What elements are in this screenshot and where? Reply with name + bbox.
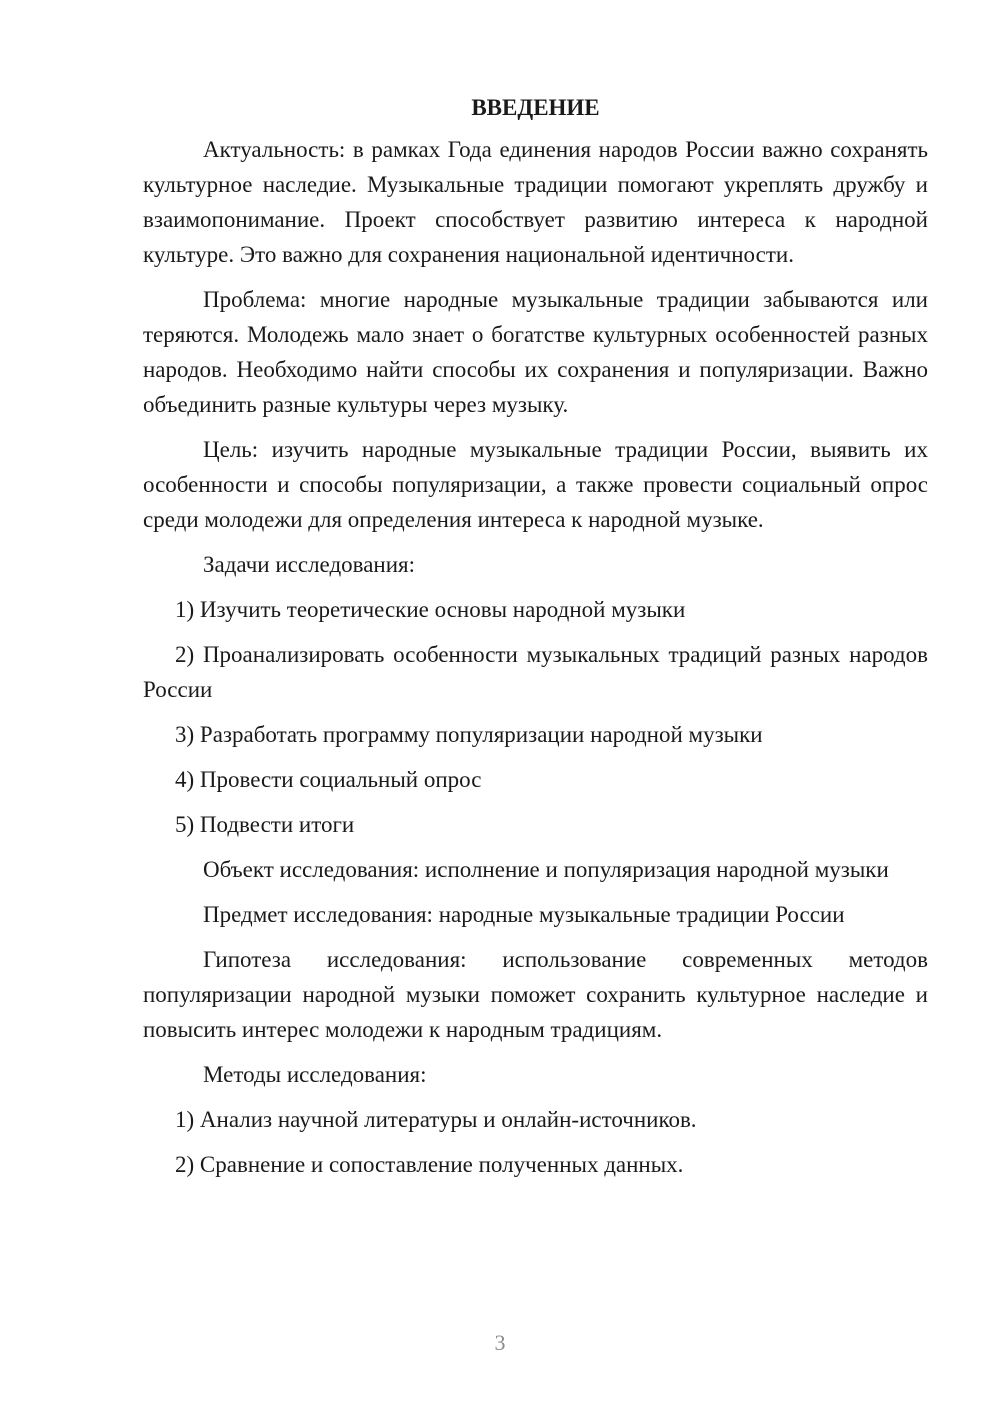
tasks-heading: Задачи исследования: (203, 552, 416, 577)
method-item: 2) Сравнение и сопоставление полученных данных. (175, 1152, 684, 1177)
page-number: 3 (494, 1330, 506, 1355)
page-title: ВВЕДЕНИЕ (471, 95, 600, 120)
methods-heading: Методы исследования: (203, 1062, 427, 1087)
task-item: 3) Разработать программу популяризации народной музыки (175, 722, 763, 747)
problem-paragraph: Проблема: многие народные музыкальные традиции забываются или теряются. Молодежь мало знает о богатстве культурных особенностей разных народов. Необходимо найти способы их сохранения и популяризации. Важно объединить разные культуры через музыку. (143, 287, 928, 417)
tasks-list (143, 592, 928, 842)
hypothesis-paragraph: Гипотеза исследования: использование современных методов популяризации народной музыки поможет сохранить культурное наследие и повысить интерес молодежи к народным традициям. (143, 947, 928, 1042)
object-paragraph: Объект исследования: исполнение и популяризация народной музыки (203, 857, 889, 882)
methods-list (143, 1102, 928, 1182)
subject-paragraph: Предмет исследования: народные музыкальные традиции России (203, 902, 845, 927)
page-content (143, 90, 928, 1192)
relevance-paragraph: Актуальность: в рамках Года единения народов России важно сохранять культурное наследие. Музыкальные традиции помогают укреплять дружбу и взаимопонимание. Проект способствует развитию интереса к народной культуре. Это важно для сохранения национальной идентичности. (143, 137, 928, 267)
task-item: 1) Изучить теоретические основы народной музыки (175, 597, 686, 622)
method-item: 1) Анализ научной литературы и онлайн-источников. (175, 1107, 697, 1132)
task-item: 4) Провести социальный опрос (175, 767, 482, 792)
goal-paragraph: Цель: изучить народные музыкальные традиции России, выявить их особенности и способы популяризации, а также провести социальный опрос среди молодежи для определения интереса к народной музыке. (143, 437, 928, 532)
task-item: 5) Подвести итоги (175, 812, 355, 837)
task-item: 2) Проанализировать особенности музыкальных традиций разных народов России (143, 642, 928, 702)
